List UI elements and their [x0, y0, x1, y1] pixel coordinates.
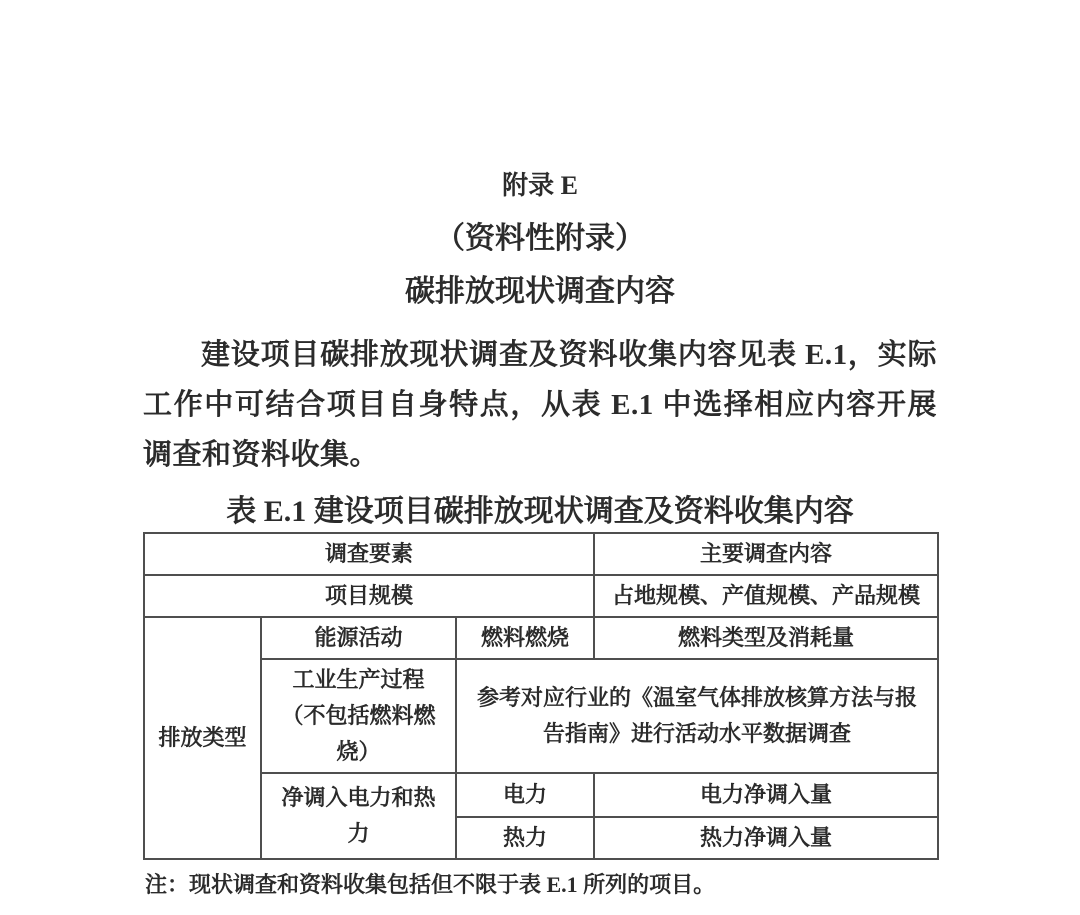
cell-project-scale-content: 占地规模、产值规模、产品规模: [594, 575, 938, 617]
appendix-title: 附录 E: [502, 171, 578, 200]
cell-industrial-process: 工业生产过程（不包括燃料燃烧）: [261, 659, 456, 773]
survey-table: [143, 532, 939, 860]
cell-industrial-process-content: 参考对应行业的《温室气体排放核算方法与报告指南》进行活动水平数据调查: [456, 659, 938, 773]
table-footnote: 注：现状调查和资料收集包括但不限于表 E.1 所列的项目。: [145, 872, 716, 897]
cell-main-survey-content: 主要调查内容: [594, 533, 938, 575]
cell-electricity-content: 电力净调入量: [594, 773, 938, 817]
table-row: [144, 617, 938, 659]
cell-fuel-combustion-content: 燃料类型及消耗量: [594, 617, 938, 659]
cell-heat: 热力: [456, 817, 594, 859]
intro-paragraph: 建设项目碳排放现状调查及资料收集内容见表 E.1，实际工作中可结合项目自身特点，从表 E.1 中选择相应内容开展调查和资料收集。: [143, 339, 937, 471]
table-row: [144, 773, 938, 817]
cell-heat-content: 热力净调入量: [594, 817, 938, 859]
appendix-heading: 碳排放现状调查内容: [405, 275, 675, 308]
table-row: [144, 575, 938, 617]
cell-fuel-combustion: 燃料燃烧: [456, 617, 594, 659]
table-caption: 表 E.1 建设项目碳排放现状调查及资料收集内容: [226, 495, 854, 528]
cell-net-import: 净调入电力和热力: [261, 773, 456, 859]
document-content: [143, 0, 937, 899]
appendix-subtitle: （资料性附录）: [435, 222, 645, 255]
cell-project-scale: 项目规模: [144, 575, 594, 617]
cell-emission-type: 排放类型: [144, 617, 261, 859]
cell-survey-elements: 调查要素: [144, 533, 594, 575]
table-row: [144, 533, 938, 575]
cell-electricity: 电力: [456, 773, 594, 817]
cell-energy-activity: 能源活动: [261, 617, 456, 659]
table-row: [144, 659, 938, 773]
